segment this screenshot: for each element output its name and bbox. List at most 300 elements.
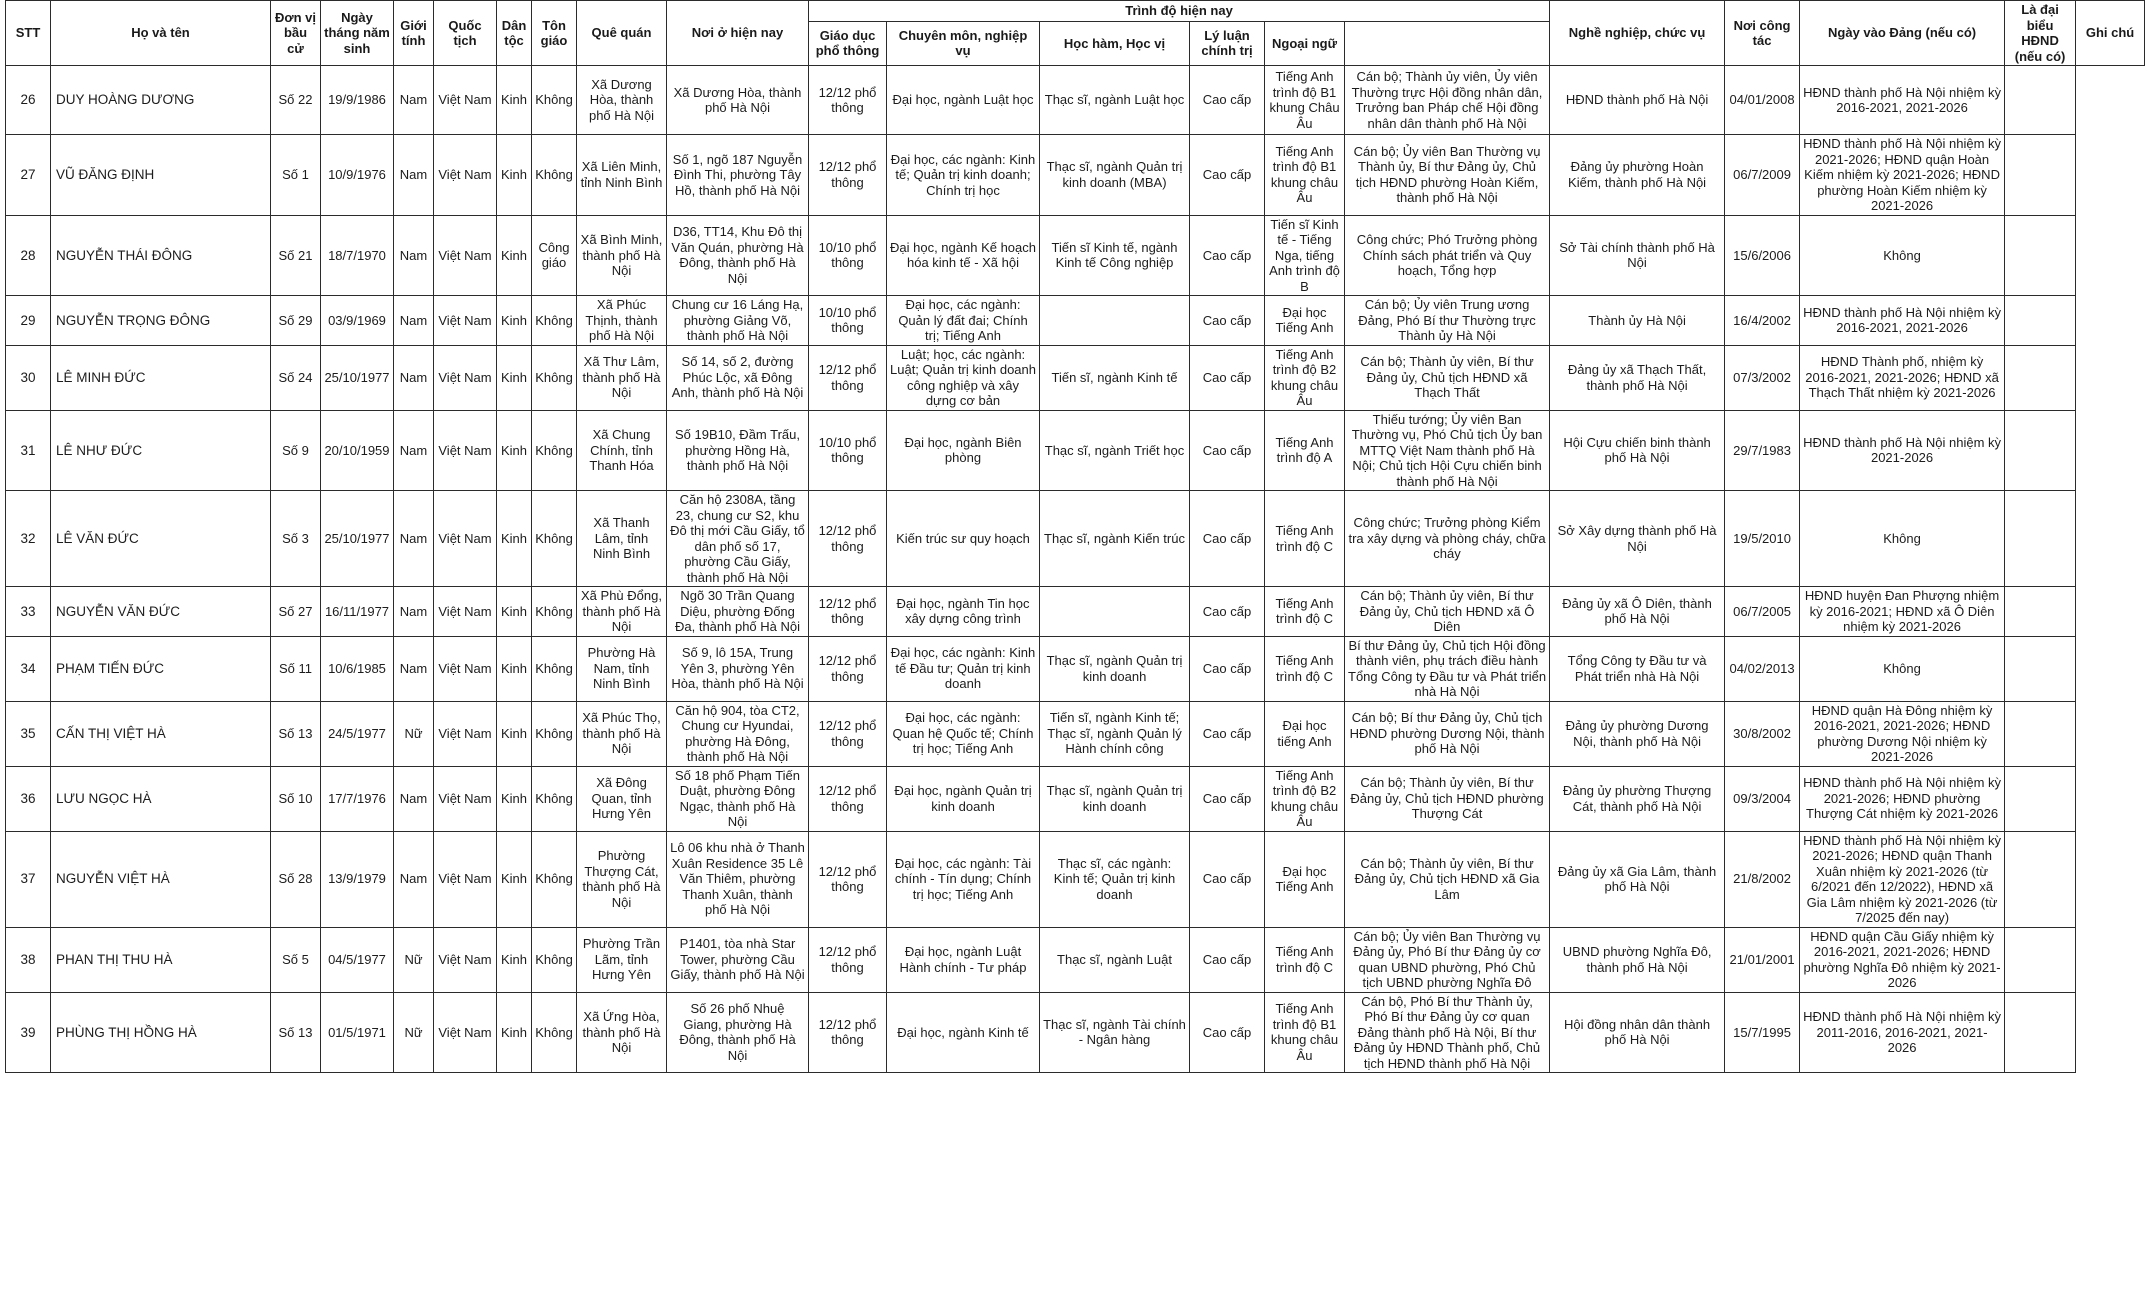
nationality-cell: Việt Nam bbox=[434, 215, 497, 296]
notes-cell bbox=[2005, 491, 2076, 587]
general-education-cell: 10/10 phổ thông bbox=[809, 215, 887, 296]
birth-date-cell: 16/11/1977 bbox=[321, 587, 394, 637]
religion-cell: Công giáo bbox=[532, 215, 577, 296]
workplace-cell: Đảng ủy xã Gia Lâm, thành phố Hà Nội bbox=[1550, 831, 1725, 927]
nationality-cell: Việt Nam bbox=[434, 766, 497, 831]
residence-cell: Xã Dương Hòa, thành phố Hà Nội bbox=[667, 66, 809, 135]
party-join-date-cell: 06/7/2009 bbox=[1725, 135, 1800, 216]
birth-date-cell: 10/6/1985 bbox=[321, 636, 394, 701]
col-header-stt: STT bbox=[6, 1, 51, 66]
party-join-date-cell: 04/01/2008 bbox=[1725, 66, 1800, 135]
nationality-cell: Việt Nam bbox=[434, 992, 497, 1073]
hometown-cell: Xã Phù Đổng, thành phố Hà Nội bbox=[577, 587, 667, 637]
residence-cell: Căn hộ 904, tòa CT2, Chung cư Hyundai, phường Hà Đông, thành phố Hà Nội bbox=[667, 701, 809, 766]
religion-cell: Không bbox=[532, 296, 577, 346]
workplace-cell: HĐND thành phố Hà Nội bbox=[1550, 66, 1725, 135]
name-cell: PHẠM TIẾN ĐỨC bbox=[51, 636, 271, 701]
workplace-cell: Tổng Công ty Đầu tư và Phát triển nhà Hà Nội bbox=[1550, 636, 1725, 701]
residence-cell: Lô 06 khu nhà ở Thanh Xuân Residence 35 Lê Văn Thiêm, phường Thanh Xuân, thành phố Hà Nội bbox=[667, 831, 809, 927]
residence-cell: Số 18 phố Phạm Tiến Duật, phường Đông Ngạc, thành phố Hà Nội bbox=[667, 766, 809, 831]
gender-cell: Nam bbox=[394, 296, 434, 346]
nationality-cell: Việt Nam bbox=[434, 66, 497, 135]
hometown-cell: Phường Trần Lãm, tỉnh Hưng Yên bbox=[577, 927, 667, 992]
residence-cell: Chung cư 16 Láng Hạ, phường Giảng Võ, thành phố Hà Nội bbox=[667, 296, 809, 346]
name-cell: PHÙNG THỊ HỒNG HÀ bbox=[51, 992, 271, 1073]
party-join-date-cell: 07/3/2002 bbox=[1725, 345, 1800, 410]
council-delegate-cell: HĐND thành phố Hà Nội nhiệm kỳ 2021-2026; HĐND phường Thượng Cát nhiệm kỳ 2021-2026 bbox=[1800, 766, 2005, 831]
academic-degree-cell: Thạc sĩ, ngành Quản trị kinh doanh bbox=[1040, 636, 1190, 701]
foreign-language-cell: Tiếng Anh trình độ C bbox=[1265, 587, 1345, 637]
col-header-general-edu: Giáo dục phổ thông bbox=[809, 21, 887, 65]
birth-date-cell: 19/9/1986 bbox=[321, 66, 394, 135]
notes-cell bbox=[2005, 701, 2076, 766]
political-theory-cell: Cao cấp bbox=[1190, 701, 1265, 766]
table-row bbox=[6, 636, 2145, 701]
religion-cell: Không bbox=[532, 66, 577, 135]
gender-cell: Nữ bbox=[394, 701, 434, 766]
residence-cell: Số 1, ngõ 187 Nguyễn Đình Thi, phường Tây Hồ, thành phố Hà Nội bbox=[667, 135, 809, 216]
hometown-cell: Xã Chung Chính, tỉnh Thanh Hóa bbox=[577, 410, 667, 491]
nationality-cell: Việt Nam bbox=[434, 587, 497, 637]
ethnicity-cell: Kinh bbox=[497, 992, 532, 1073]
stt-cell: 31 bbox=[6, 410, 51, 491]
occupation-position-cell: Cán bộ, Phó Bí thư Thành ủy, Phó Bí thư Đảng ủy cơ quan Đảng thành phố Hà Nội, Bí thư Đảng ủy HĐND Thành phố, Chủ tịch HĐND thành phố Hà Nội bbox=[1345, 992, 1550, 1073]
academic-degree-cell: Tiến sĩ Kinh tế, ngành Kinh tế Công nghiệp bbox=[1040, 215, 1190, 296]
foreign-language-cell: Đại học tiếng Anh bbox=[1265, 701, 1345, 766]
name-cell: LÊ VĂN ĐỨC bbox=[51, 491, 271, 587]
electoral-unit-cell: Số 24 bbox=[271, 345, 321, 410]
col-header-gender: Giới tính bbox=[394, 1, 434, 66]
occupation-position-cell: Thiếu tướng; Ủy viên Ban Thường vụ, Phó Chủ tịch Ủy ban MTTQ Việt Nam thành phố Hà Nội; Chủ tịch Hội Cựu chiến binh thành phố Hà Nội bbox=[1345, 410, 1550, 491]
party-join-date-cell: 06/7/2005 bbox=[1725, 587, 1800, 637]
workplace-cell: UBND phường Nghĩa Đô, thành phố Hà Nội bbox=[1550, 927, 1725, 992]
religion-cell: Không bbox=[532, 345, 577, 410]
academic-degree-cell: Thạc sĩ, ngành Luật bbox=[1040, 927, 1190, 992]
residence-cell: Số 14, số 2, đường Phúc Lộc, xã Đông Anh, thành phố Hà Nội bbox=[667, 345, 809, 410]
general-education-cell: 12/12 phổ thông bbox=[809, 927, 887, 992]
general-education-cell: 12/12 phổ thông bbox=[809, 135, 887, 216]
council-delegate-cell: HĐND thành phố Hà Nội nhiệm kỳ 2011-2016, 2016-2021, 2021-2026 bbox=[1800, 992, 2005, 1073]
professional-qualification-cell: Đại học, các ngành: Kinh tế Đầu tư; Quản trị kinh doanh bbox=[887, 636, 1040, 701]
nationality-cell: Việt Nam bbox=[434, 701, 497, 766]
table-row bbox=[6, 296, 2145, 346]
general-education-cell: 12/12 phổ thông bbox=[809, 831, 887, 927]
hometown-cell: Xã Ứng Hòa, thành phố Hà Nội bbox=[577, 992, 667, 1073]
professional-qualification-cell: Đại học, ngành Kinh tế bbox=[887, 992, 1040, 1073]
occupation-position-cell: Cán bộ; Thành ủy viên, Ủy viên Thường trực Hội đồng nhân dân, Trưởng ban Pháp chế Hội đồng nhân dân thành phố Hà Nội bbox=[1345, 66, 1550, 135]
birth-date-cell: 04/5/1977 bbox=[321, 927, 394, 992]
party-join-date-cell: 29/7/1983 bbox=[1725, 410, 1800, 491]
nationality-cell: Việt Nam bbox=[434, 135, 497, 216]
notes-cell bbox=[2005, 345, 2076, 410]
col-header-religion: Tôn giáo bbox=[532, 1, 577, 66]
occupation-position-cell: Cán bộ; Ủy viên Trung ương Đảng, Phó Bí thư Thường trực Thành ủy Hà Nội bbox=[1345, 296, 1550, 346]
professional-qualification-cell: Kiến trúc sư quy hoạch bbox=[887, 491, 1040, 587]
religion-cell: Không bbox=[532, 701, 577, 766]
residence-cell: Số 19B10, Đầm Trấu, phường Hồng Hà, thành phố Hà Nội bbox=[667, 410, 809, 491]
gender-cell: Nam bbox=[394, 410, 434, 491]
foreign-language-cell: Tiếng Anh trình độ B1 khung Châu Âu bbox=[1265, 66, 1345, 135]
electoral-unit-cell: Số 5 bbox=[271, 927, 321, 992]
hometown-cell: Xã Bình Minh, thành phố Hà Nội bbox=[577, 215, 667, 296]
foreign-language-cell: Tiếng Anh trình độ B1 khung châu Âu bbox=[1265, 135, 1345, 216]
nationality-cell: Việt Nam bbox=[434, 345, 497, 410]
col-header-hometown: Quê quán bbox=[577, 1, 667, 66]
notes-cell bbox=[2005, 587, 2076, 637]
professional-qualification-cell: Đại học, các ngành: Kinh tế; Quản trị kinh doanh; Chính trị học bbox=[887, 135, 1040, 216]
foreign-language-cell: Tiếng Anh trình độ B2 khung châu Âu bbox=[1265, 766, 1345, 831]
candidate-roster-document bbox=[5, 0, 2145, 1073]
residence-cell: Ngõ 30 Trần Quang Diệu, phường Đống Đa, thành phố Hà Nội bbox=[667, 587, 809, 637]
name-cell: NGUYỄN VĂN ĐỨC bbox=[51, 587, 271, 637]
academic-degree-cell: Thạc sĩ, ngành Triết học bbox=[1040, 410, 1190, 491]
electoral-unit-cell: Số 11 bbox=[271, 636, 321, 701]
notes-cell bbox=[2005, 66, 2076, 135]
council-delegate-cell: HĐND thành phố Hà Nội nhiệm kỳ 2021-2026 bbox=[1800, 410, 2005, 491]
academic-degree-cell bbox=[1040, 587, 1190, 637]
religion-cell: Không bbox=[532, 587, 577, 637]
council-delegate-cell: HĐND Thành phố, nhiệm kỳ 2016-2021, 2021-2026; HĐND xã Thạch Thất nhiệm kỳ 2021-2026 bbox=[1800, 345, 2005, 410]
table-row bbox=[6, 66, 2145, 135]
occupation-position-cell: Cán bộ; Bí thư Đảng ủy, Chủ tịch HĐND phường Dương Nội, thành phố Hà Nội bbox=[1345, 701, 1550, 766]
workplace-cell: Đảng ủy xã Ô Diên, thành phố Hà Nội bbox=[1550, 587, 1725, 637]
religion-cell: Không bbox=[532, 992, 577, 1073]
birth-date-cell: 10/9/1976 bbox=[321, 135, 394, 216]
stt-cell: 36 bbox=[6, 766, 51, 831]
council-delegate-cell: HĐND quận Cầu Giấy nhiệm kỳ 2016-2021, 2021-2026; HĐND phường Nghĩa Đô nhiệm kỳ 2021-2026 bbox=[1800, 927, 2005, 992]
nationality-cell: Việt Nam bbox=[434, 410, 497, 491]
political-theory-cell: Cao cấp bbox=[1190, 992, 1265, 1073]
political-theory-cell: Cao cấp bbox=[1190, 215, 1265, 296]
hometown-cell: Phường Thượng Cát, thành phố Hà Nội bbox=[577, 831, 667, 927]
notes-cell bbox=[2005, 636, 2076, 701]
council-delegate-cell: HĐND huyện Đan Phượng nhiệm kỳ 2016-2021; HĐND xã Ô Diên nhiệm kỳ 2021-2026 bbox=[1800, 587, 2005, 637]
table-row bbox=[6, 927, 2145, 992]
col-header-political: Lý luận chính trị bbox=[1190, 21, 1265, 65]
ethnicity-cell: Kinh bbox=[497, 215, 532, 296]
stt-cell: 37 bbox=[6, 831, 51, 927]
residence-cell: Số 9, lô 15A, Trung Yên 3, phường Yên Hòa, thành phố Hà Nội bbox=[667, 636, 809, 701]
gender-cell: Nữ bbox=[394, 992, 434, 1073]
party-join-date-cell: 21/01/2001 bbox=[1725, 927, 1800, 992]
party-join-date-cell: 19/5/2010 bbox=[1725, 491, 1800, 587]
ethnicity-cell: Kinh bbox=[497, 766, 532, 831]
birth-date-cell: 03/9/1969 bbox=[321, 296, 394, 346]
occupation-position-cell: Cán bộ; Thành ủy viên, Bí thư Đảng ủy, Chủ tịch HĐND xã Ô Diên bbox=[1345, 587, 1550, 637]
table-row bbox=[6, 587, 2145, 637]
col-header-residence: Nơi ở hiện nay bbox=[667, 1, 809, 66]
hometown-cell: Xã Thư Lâm, thành phố Hà Nội bbox=[577, 345, 667, 410]
name-cell: LÊ NHƯ ĐỨC bbox=[51, 410, 271, 491]
residence-cell: Số 26 phố Nhuệ Giang, phường Hà Đông, thành phố Hà Nội bbox=[667, 992, 809, 1073]
religion-cell: Không bbox=[532, 831, 577, 927]
notes-cell bbox=[2005, 992, 2076, 1073]
electoral-unit-cell: Số 3 bbox=[271, 491, 321, 587]
name-cell: LƯU NGỌC HÀ bbox=[51, 766, 271, 831]
electoral-unit-cell: Số 13 bbox=[271, 992, 321, 1073]
religion-cell: Không bbox=[532, 766, 577, 831]
general-education-cell: 12/12 phổ thông bbox=[809, 66, 887, 135]
professional-qualification-cell: Đại học, ngành Luật học bbox=[887, 66, 1040, 135]
stt-cell: 27 bbox=[6, 135, 51, 216]
foreign-language-cell: Tiếng Anh trình độ B2 khung châu Âu bbox=[1265, 345, 1345, 410]
col-header-unit: Đơn vị bầu cử bbox=[271, 1, 321, 66]
hometown-cell: Xã Dương Hòa, thành phố Hà Nội bbox=[577, 66, 667, 135]
birth-date-cell: 24/5/1977 bbox=[321, 701, 394, 766]
foreign-language-cell: Tiếng Anh trình độ C bbox=[1265, 491, 1345, 587]
academic-degree-cell: Thạc sĩ, ngành Quản trị kinh doanh bbox=[1040, 766, 1190, 831]
col-header-notes: Ghi chú bbox=[2076, 1, 2145, 66]
electoral-unit-cell: Số 13 bbox=[271, 701, 321, 766]
occupation-position-cell: Công chức; Phó Trưởng phòng Chính sách phát triển và Quy hoạch, Tổng hợp bbox=[1345, 215, 1550, 296]
name-cell: NGUYỄN TRỌNG ĐÔNG bbox=[51, 296, 271, 346]
council-delegate-cell: HĐND quận Hà Đông nhiệm kỳ 2016-2021, 2021-2026; HĐND phường Dương Nội nhiệm kỳ 2021-2026 bbox=[1800, 701, 2005, 766]
academic-degree-cell bbox=[1040, 296, 1190, 346]
general-education-cell: 12/12 phổ thông bbox=[809, 587, 887, 637]
col-header-language: Ngoại ngữ bbox=[1265, 21, 1345, 65]
birth-date-cell: 25/10/1977 bbox=[321, 491, 394, 587]
workplace-cell: Sở Xây dựng thành phố Hà Nội bbox=[1550, 491, 1725, 587]
hometown-cell: Xã Phúc Thịnh, thành phố Hà Nội bbox=[577, 296, 667, 346]
notes-cell bbox=[2005, 927, 2076, 992]
col-header-occupation: Nghề nghiệp, chức vụ bbox=[1550, 1, 1725, 66]
foreign-language-cell: Tiến sĩ Kinh tế - Tiếng Nga, tiếng Anh trình độ B bbox=[1265, 215, 1345, 296]
political-theory-cell: Cao cấp bbox=[1190, 66, 1265, 135]
political-theory-cell: Cao cấp bbox=[1190, 927, 1265, 992]
council-delegate-cell: HĐND thành phố Hà Nội nhiệm kỳ 2021-2026; HĐND quận Hoàn Kiếm nhiệm kỳ 2021-2026; HĐND phường Hoàn Kiếm nhiệm kỳ 2021-2026 bbox=[1800, 135, 2005, 216]
council-delegate-cell: Không bbox=[1800, 636, 2005, 701]
ethnicity-cell: Kinh bbox=[497, 636, 532, 701]
party-join-date-cell: 04/02/2013 bbox=[1725, 636, 1800, 701]
party-join-date-cell: 15/7/1995 bbox=[1725, 992, 1800, 1073]
electoral-unit-cell: Số 29 bbox=[271, 296, 321, 346]
hometown-cell: Phường Hà Nam, tỉnh Ninh Bình bbox=[577, 636, 667, 701]
col-header-workplace: Nơi công tác bbox=[1725, 1, 1800, 66]
electoral-unit-cell: Số 27 bbox=[271, 587, 321, 637]
religion-cell: Không bbox=[532, 135, 577, 216]
general-education-cell: 10/10 phổ thông bbox=[809, 296, 887, 346]
col-header-name: Họ và tên bbox=[51, 1, 271, 66]
professional-qualification-cell: Đại học, các ngành: Quan hệ Quốc tế; Chính trị học; Tiếng Anh bbox=[887, 701, 1040, 766]
table-row bbox=[6, 831, 2145, 927]
political-theory-cell: Cao cấp bbox=[1190, 345, 1265, 410]
birth-date-cell: 01/5/1971 bbox=[321, 992, 394, 1073]
foreign-language-cell: Tiếng Anh trình độ C bbox=[1265, 636, 1345, 701]
professional-qualification-cell: Luật; học, các ngành: Luật; Quản trị kinh doanh công nghiệp và xây dựng cơ bản bbox=[887, 345, 1040, 410]
workplace-cell: Thành ủy Hà Nội bbox=[1550, 296, 1725, 346]
stt-cell: 32 bbox=[6, 491, 51, 587]
gender-cell: Nam bbox=[394, 587, 434, 637]
political-theory-cell: Cao cấp bbox=[1190, 831, 1265, 927]
electoral-unit-cell: Số 10 bbox=[271, 766, 321, 831]
political-theory-cell: Cao cấp bbox=[1190, 135, 1265, 216]
nationality-cell: Việt Nam bbox=[434, 491, 497, 587]
col-header-dob: Ngày tháng năm sinh bbox=[321, 1, 394, 66]
ethnicity-cell: Kinh bbox=[497, 491, 532, 587]
birth-date-cell: 25/10/1977 bbox=[321, 345, 394, 410]
academic-degree-cell: Thạc sĩ, ngành Kiến trúc bbox=[1040, 491, 1190, 587]
col-header-education-group: Trình độ hiện nay bbox=[809, 1, 1550, 22]
general-education-cell: 12/12 phổ thông bbox=[809, 345, 887, 410]
table-row bbox=[6, 215, 2145, 296]
political-theory-cell: Cao cấp bbox=[1190, 491, 1265, 587]
name-cell: LÊ MINH ĐỨC bbox=[51, 345, 271, 410]
council-delegate-cell: HĐND thành phố Hà Nội nhiệm kỳ 2021-2026; HĐND quận Thanh Xuân nhiệm kỳ 2021-2026 (từ 6/2021 đến 12/2022), HĐND xã Gia Lâm nhiệm kỳ 2021-2026 (từ 7/2025 đến nay) bbox=[1800, 831, 2005, 927]
stt-cell: 29 bbox=[6, 296, 51, 346]
foreign-language-cell: Đại học Tiếng Anh bbox=[1265, 296, 1345, 346]
foreign-language-cell: Đại học Tiếng Anh bbox=[1265, 831, 1345, 927]
party-join-date-cell: 21/8/2002 bbox=[1725, 831, 1800, 927]
professional-qualification-cell: Đại học, ngành Kế hoạch hóa kinh tế - Xã hội bbox=[887, 215, 1040, 296]
name-cell: PHAN THỊ THU HÀ bbox=[51, 927, 271, 992]
stt-cell: 38 bbox=[6, 927, 51, 992]
stt-cell: 28 bbox=[6, 215, 51, 296]
workplace-cell: Đảng ủy phường Thượng Cát, thành phố Hà Nội bbox=[1550, 766, 1725, 831]
residence-cell: Căn hộ 2308A, tầng 23, chung cư S2, khu Đô thị mới Cầu Giấy, tổ dân phố số 17, phường Cầu Giấy, thành phố Hà Nội bbox=[667, 491, 809, 587]
occupation-position-cell: Cán bộ; Ủy viên Ban Thường vụ Đảng ủy, Phó Bí thư Đảng ủy cơ quan UBND phường, Phó Chủ tịch UBND phường Nghĩa Đô bbox=[1345, 927, 1550, 992]
electoral-unit-cell: Số 9 bbox=[271, 410, 321, 491]
hometown-cell: Xã Đông Quan, tỉnh Hưng Yên bbox=[577, 766, 667, 831]
gender-cell: Nam bbox=[394, 345, 434, 410]
table-row bbox=[6, 345, 2145, 410]
occupation-position-cell: Cán bộ; Ủy viên Ban Thường vụ Thành ủy, Bí thư Đảng ủy, Chủ tịch HĐND phường Hoàn Kiếm, thành phố Hà Nội bbox=[1345, 135, 1550, 216]
ethnicity-cell: Kinh bbox=[497, 927, 532, 992]
electoral-unit-cell: Số 28 bbox=[271, 831, 321, 927]
residence-cell: P1401, tòa nhà Star Tower, phường Cầu Giấy, thành phố Hà Nội bbox=[667, 927, 809, 992]
col-header-delegate: Là đại biểu HĐND (nếu có) bbox=[2005, 1, 2076, 66]
gender-cell: Nam bbox=[394, 636, 434, 701]
ethnicity-cell: Kinh bbox=[497, 701, 532, 766]
residence-cell: D36, TT14, Khu Đô thị Văn Quán, phường Hà Đông, thành phố Hà Nội bbox=[667, 215, 809, 296]
table-row bbox=[6, 992, 2145, 1073]
religion-cell: Không bbox=[532, 410, 577, 491]
political-theory-cell: Cao cấp bbox=[1190, 410, 1265, 491]
council-delegate-cell: HĐND thành phố Hà Nội nhiệm kỳ 2016-2021, 2021-2026 bbox=[1800, 296, 2005, 346]
electoral-unit-cell: Số 22 bbox=[271, 66, 321, 135]
notes-cell bbox=[2005, 766, 2076, 831]
foreign-language-cell: Tiếng Anh trình độ C bbox=[1265, 927, 1345, 992]
col-header-nationality: Quốc tịch bbox=[434, 1, 497, 66]
name-cell: DUY HOÀNG DƯƠNG bbox=[51, 66, 271, 135]
table-row bbox=[6, 491, 2145, 587]
gender-cell: Nam bbox=[394, 66, 434, 135]
stt-cell: 30 bbox=[6, 345, 51, 410]
birth-date-cell: 13/9/1979 bbox=[321, 831, 394, 927]
stt-cell: 35 bbox=[6, 701, 51, 766]
notes-cell bbox=[2005, 831, 2076, 927]
ethnicity-cell: Kinh bbox=[497, 410, 532, 491]
professional-qualification-cell: Đại học, các ngành: Quản lý đất đai; Chính trị; Tiếng Anh bbox=[887, 296, 1040, 346]
table-row bbox=[6, 135, 2145, 216]
workplace-cell: Sở Tài chính thành phố Hà Nội bbox=[1550, 215, 1725, 296]
general-education-cell: 10/10 phổ thông bbox=[809, 410, 887, 491]
ethnicity-cell: Kinh bbox=[497, 831, 532, 927]
hometown-cell: Xã Liên Minh, tỉnh Ninh Bình bbox=[577, 135, 667, 216]
ethnicity-cell: Kinh bbox=[497, 587, 532, 637]
general-education-cell: 12/12 phổ thông bbox=[809, 491, 887, 587]
nationality-cell: Việt Nam bbox=[434, 927, 497, 992]
foreign-language-cell: Tiếng Anh trình độ A bbox=[1265, 410, 1345, 491]
name-cell: VŨ ĐĂNG ĐỊNH bbox=[51, 135, 271, 216]
hometown-cell: Xã Phúc Thọ, thành phố Hà Nội bbox=[577, 701, 667, 766]
stt-cell: 33 bbox=[6, 587, 51, 637]
name-cell: CẤN THỊ VIỆT HÀ bbox=[51, 701, 271, 766]
hometown-cell: Xã Thanh Lâm, tỉnh Ninh Bình bbox=[577, 491, 667, 587]
gender-cell: Nam bbox=[394, 766, 434, 831]
stt-cell: 34 bbox=[6, 636, 51, 701]
stt-cell: 26 bbox=[6, 66, 51, 135]
general-education-cell: 12/12 phổ thông bbox=[809, 992, 887, 1073]
political-theory-cell: Cao cấp bbox=[1190, 296, 1265, 346]
workplace-cell: Hội đồng nhân dân thành phố Hà Nội bbox=[1550, 992, 1725, 1073]
notes-cell bbox=[2005, 296, 2076, 346]
ethnicity-cell: Kinh bbox=[497, 296, 532, 346]
party-join-date-cell: 15/6/2006 bbox=[1725, 215, 1800, 296]
name-cell: NGUYỄN VIỆT HÀ bbox=[51, 831, 271, 927]
notes-cell bbox=[2005, 215, 2076, 296]
electoral-unit-cell: Số 1 bbox=[271, 135, 321, 216]
general-education-cell: 12/12 phổ thông bbox=[809, 766, 887, 831]
workplace-cell: Hội Cựu chiến binh thành phố Hà Nội bbox=[1550, 410, 1725, 491]
name-cell: NGUYỄN THÁI ĐÔNG bbox=[51, 215, 271, 296]
table-row bbox=[6, 701, 2145, 766]
table-row bbox=[6, 766, 2145, 831]
occupation-position-cell: Cán bộ; Thành ủy viên, Bí thư Đảng ủy, Chủ tịch HĐND xã Thạch Thất bbox=[1345, 345, 1550, 410]
council-delegate-cell: HĐND thành phố Hà Nội nhiệm kỳ 2016-2021, 2021-2026 bbox=[1800, 66, 2005, 135]
workplace-cell: Đảng ủy xã Thạch Thất, thành phố Hà Nội bbox=[1550, 345, 1725, 410]
religion-cell: Không bbox=[532, 636, 577, 701]
ethnicity-cell: Kinh bbox=[497, 135, 532, 216]
party-join-date-cell: 09/3/2004 bbox=[1725, 766, 1800, 831]
professional-qualification-cell: Đại học, ngành Luật Hành chính - Tư pháp bbox=[887, 927, 1040, 992]
professional-qualification-cell: Đại học, ngành Biên phòng bbox=[887, 410, 1040, 491]
general-education-cell: 12/12 phổ thông bbox=[809, 636, 887, 701]
birth-date-cell: 20/10/1959 bbox=[321, 410, 394, 491]
professional-qualification-cell: Đại học, ngành Quản trị kinh doanh bbox=[887, 766, 1040, 831]
candidate-table bbox=[5, 0, 2145, 1073]
col-header-professional: Chuyên môn, nghiệp vụ bbox=[887, 21, 1040, 65]
gender-cell: Nam bbox=[394, 491, 434, 587]
table-row bbox=[6, 410, 2145, 491]
academic-degree-cell: Tiến sĩ, ngành Kinh tế; Thạc sĩ, ngành Quản lý Hành chính công bbox=[1040, 701, 1190, 766]
col-header-party-date: Ngày vào Đảng (nếu có) bbox=[1800, 1, 2005, 66]
academic-degree-cell: Thạc sĩ, các ngành: Kinh tế; Quản trị kinh doanh bbox=[1040, 831, 1190, 927]
professional-qualification-cell: Đại học, ngành Tin học xây dựng công trình bbox=[887, 587, 1040, 637]
council-delegate-cell: Không bbox=[1800, 491, 2005, 587]
birth-date-cell: 17/7/1976 bbox=[321, 766, 394, 831]
ethnicity-cell: Kinh bbox=[497, 345, 532, 410]
occupation-position-cell: Cán bộ; Thành ủy viên, Bí thư Đảng ủy, Chủ tịch HĐND xã Gia Lâm bbox=[1345, 831, 1550, 927]
professional-qualification-cell: Đại học, các ngành: Tài chính - Tín dụng; Chính trị học; Tiếng Anh bbox=[887, 831, 1040, 927]
nationality-cell: Việt Nam bbox=[434, 831, 497, 927]
general-education-cell: 12/12 phổ thông bbox=[809, 701, 887, 766]
gender-cell: Nam bbox=[394, 135, 434, 216]
religion-cell: Không bbox=[532, 491, 577, 587]
nationality-cell: Việt Nam bbox=[434, 636, 497, 701]
political-theory-cell: Cao cấp bbox=[1190, 587, 1265, 637]
workplace-cell: Đảng ủy phường Dương Nội, thành phố Hà Nội bbox=[1550, 701, 1725, 766]
occupation-position-cell: Bí thư Đảng ủy, Chủ tịch Hội đồng thành viên, phụ trách điều hành Tổng Công ty Đầu tư và Phát triển nhà Hà Nội bbox=[1345, 636, 1550, 701]
ethnicity-cell: Kinh bbox=[497, 66, 532, 135]
occupation-position-cell: Cán bộ; Thành ủy viên, Bí thư Đảng ủy, Chủ tịch HĐND phường Thượng Cát bbox=[1345, 766, 1550, 831]
workplace-cell: Đảng ủy phường Hoàn Kiếm, thành phố Hà Nội bbox=[1550, 135, 1725, 216]
academic-degree-cell: Thạc sĩ, ngành Luật học bbox=[1040, 66, 1190, 135]
political-theory-cell: Cao cấp bbox=[1190, 766, 1265, 831]
party-join-date-cell: 30/8/2002 bbox=[1725, 701, 1800, 766]
notes-cell bbox=[2005, 135, 2076, 216]
gender-cell: Nam bbox=[394, 831, 434, 927]
notes-cell bbox=[2005, 410, 2076, 491]
